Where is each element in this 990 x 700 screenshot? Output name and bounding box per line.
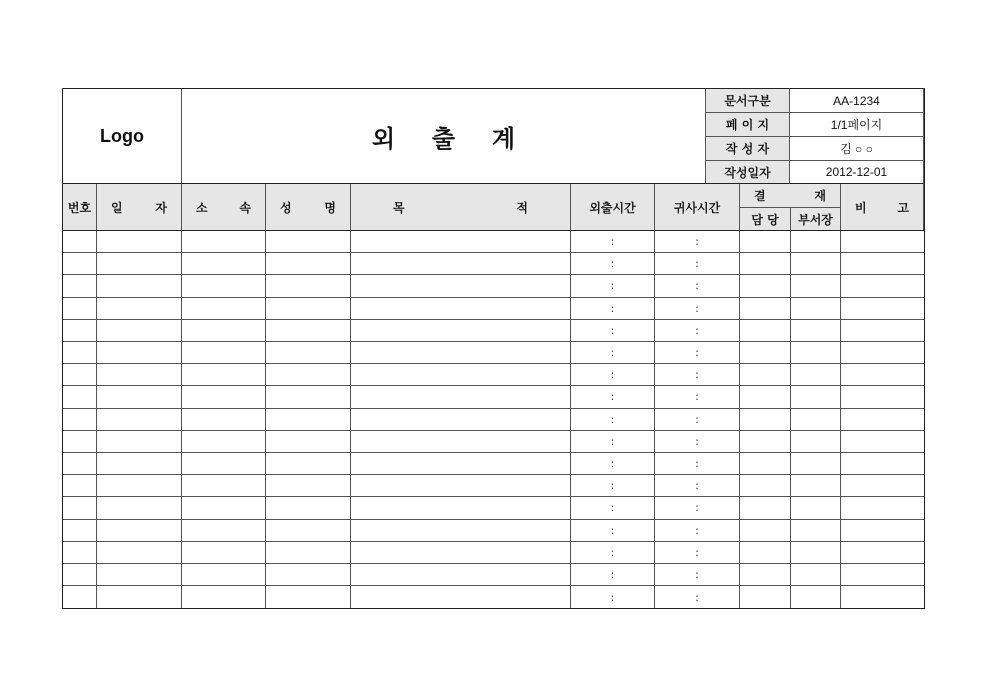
- cell-manager[interactable]: [791, 520, 841, 542]
- cell-purpose[interactable]: [351, 475, 571, 497]
- time-separator: :: [610, 301, 615, 315]
- cell-affiliation[interactable]: [182, 275, 266, 297]
- cell-purpose[interactable]: [351, 453, 571, 475]
- cell-date[interactable]: [97, 542, 182, 564]
- cell-return-time[interactable]: [655, 520, 740, 542]
- cell-name[interactable]: [266, 453, 351, 475]
- header-approval: 결 재: [740, 184, 841, 208]
- cell-charge[interactable]: [740, 475, 791, 497]
- cell-charge[interactable]: [740, 586, 791, 608]
- cell-return-time[interactable]: [655, 231, 740, 253]
- time-separator: :: [610, 501, 615, 515]
- time-separator: :: [695, 390, 699, 404]
- cell-remarks[interactable]: [841, 431, 924, 453]
- time-separator: :: [610, 457, 615, 471]
- header-charge: 담 당: [740, 208, 791, 231]
- cell-charge[interactable]: [740, 275, 791, 297]
- header-remarks: 비 고: [841, 184, 924, 231]
- cell-name[interactable]: [266, 497, 351, 519]
- cell-name[interactable]: [266, 298, 351, 320]
- cell-remarks[interactable]: [841, 542, 924, 564]
- cell-out-time[interactable]: [571, 342, 655, 364]
- cell-no[interactable]: [63, 364, 97, 386]
- cell-affiliation[interactable]: [182, 409, 266, 431]
- cell-name[interactable]: [266, 253, 351, 275]
- meta-value-date: 2012-12-01: [790, 161, 924, 184]
- cell-name[interactable]: [266, 364, 351, 386]
- cell-no[interactable]: [63, 253, 97, 275]
- time-separator: :: [695, 323, 699, 337]
- cell-no[interactable]: [63, 320, 97, 342]
- cell-charge[interactable]: [740, 453, 791, 475]
- cell-out-time[interactable]: [571, 253, 655, 275]
- meta-label-doc-type: 문서구분: [706, 89, 790, 113]
- cell-no[interactable]: [63, 386, 97, 408]
- cell-date[interactable]: [97, 586, 182, 608]
- cell-affiliation[interactable]: [182, 453, 266, 475]
- cell-no[interactable]: [63, 342, 97, 364]
- time-separator: :: [610, 568, 615, 582]
- cell-out-time[interactable]: [571, 409, 655, 431]
- cell-return-time[interactable]: [655, 542, 740, 564]
- header-no: 번호: [63, 184, 97, 231]
- cell-no[interactable]: [63, 431, 97, 453]
- cell-no[interactable]: [63, 409, 97, 431]
- cell-affiliation[interactable]: [182, 342, 266, 364]
- cell-name[interactable]: [266, 586, 351, 608]
- cell-no[interactable]: [63, 520, 97, 542]
- cell-purpose[interactable]: [351, 253, 571, 275]
- time-separator: :: [610, 346, 615, 360]
- cell-remarks[interactable]: [841, 453, 924, 475]
- time-separator: :: [695, 501, 699, 515]
- cell-no[interactable]: [63, 542, 97, 564]
- cell-return-time[interactable]: [655, 497, 740, 519]
- cell-purpose[interactable]: [351, 364, 571, 386]
- cell-date[interactable]: [97, 475, 182, 497]
- header-divider: [63, 183, 924, 184]
- cell-date[interactable]: [97, 275, 182, 297]
- time-separator: :: [695, 479, 699, 493]
- time-separator: :: [610, 257, 615, 271]
- cell-date[interactable]: [97, 364, 182, 386]
- outing-report-form: [62, 88, 925, 609]
- time-separator: :: [610, 523, 615, 537]
- cell-manager[interactable]: [791, 320, 841, 342]
- cell-purpose[interactable]: [351, 586, 571, 608]
- cell-purpose[interactable]: [351, 342, 571, 364]
- cell-affiliation[interactable]: [182, 586, 266, 608]
- cell-return-time[interactable]: [655, 253, 740, 275]
- time-separator: :: [610, 479, 615, 493]
- cell-purpose[interactable]: [351, 542, 571, 564]
- cell-manager[interactable]: [791, 497, 841, 519]
- cell-manager[interactable]: [791, 253, 841, 275]
- cell-name[interactable]: [266, 564, 351, 586]
- cell-remarks[interactable]: [841, 564, 924, 586]
- cell-no[interactable]: [63, 298, 97, 320]
- cell-date[interactable]: [97, 298, 182, 320]
- cell-affiliation[interactable]: [182, 253, 266, 275]
- cell-date[interactable]: [97, 453, 182, 475]
- cell-purpose[interactable]: [351, 298, 571, 320]
- time-separator: :: [610, 590, 615, 604]
- cell-return-time[interactable]: [655, 409, 740, 431]
- cell-charge[interactable]: [740, 431, 791, 453]
- cell-name[interactable]: [266, 409, 351, 431]
- cell-manager[interactable]: [791, 298, 841, 320]
- cell-remarks[interactable]: [841, 298, 924, 320]
- cell-remarks[interactable]: [841, 520, 924, 542]
- time-separator: :: [695, 590, 699, 604]
- time-separator: :: [695, 346, 699, 360]
- time-separator: :: [695, 545, 699, 559]
- cell-date[interactable]: [97, 409, 182, 431]
- cell-charge[interactable]: [740, 386, 791, 408]
- cell-charge[interactable]: [740, 298, 791, 320]
- cell-affiliation[interactable]: [182, 386, 266, 408]
- cell-affiliation[interactable]: [182, 475, 266, 497]
- cell-no[interactable]: [63, 231, 97, 253]
- cell-charge[interactable]: [740, 364, 791, 386]
- cell-charge[interactable]: [740, 520, 791, 542]
- cell-name[interactable]: [266, 431, 351, 453]
- cell-manager[interactable]: [791, 564, 841, 586]
- cell-out-time[interactable]: [571, 386, 655, 408]
- cell-return-time[interactable]: [655, 431, 740, 453]
- cell-purpose[interactable]: [351, 386, 571, 408]
- cell-no[interactable]: [63, 497, 97, 519]
- header-purpose: 목 적: [351, 184, 571, 231]
- cell-charge[interactable]: [740, 564, 791, 586]
- cell-date[interactable]: [97, 320, 182, 342]
- cell-remarks[interactable]: [841, 364, 924, 386]
- cell-name[interactable]: [266, 275, 351, 297]
- cell-charge[interactable]: [740, 342, 791, 364]
- cell-affiliation[interactable]: [182, 364, 266, 386]
- time-separator: :: [695, 457, 699, 471]
- time-separator: :: [610, 323, 615, 337]
- cell-remarks[interactable]: [841, 342, 924, 364]
- cell-out-time[interactable]: [571, 298, 655, 320]
- cell-affiliation[interactable]: [182, 564, 266, 586]
- cell-return-time[interactable]: [655, 586, 740, 608]
- cell-date[interactable]: [97, 253, 182, 275]
- cell-date[interactable]: [97, 520, 182, 542]
- cell-manager[interactable]: [791, 364, 841, 386]
- cell-out-time[interactable]: [571, 453, 655, 475]
- time-separator: :: [695, 434, 699, 448]
- cell-date[interactable]: [97, 342, 182, 364]
- cell-remarks[interactable]: [841, 497, 924, 519]
- cell-date[interactable]: [97, 564, 182, 586]
- cell-date[interactable]: [97, 386, 182, 408]
- cell-return-time[interactable]: [655, 453, 740, 475]
- header-date: 일 자: [97, 184, 182, 231]
- header-return-time: 귀사시간: [655, 184, 740, 231]
- cell-purpose[interactable]: [351, 275, 571, 297]
- cell-affiliation[interactable]: [182, 231, 266, 253]
- cell-manager[interactable]: [791, 431, 841, 453]
- cell-no[interactable]: [63, 475, 97, 497]
- header-affiliation: 소 속: [182, 184, 266, 231]
- cell-remarks[interactable]: [841, 275, 924, 297]
- time-separator: :: [610, 390, 615, 404]
- meta-label-author: 작 성 자: [706, 137, 790, 161]
- time-separator: :: [610, 412, 615, 426]
- cell-out-time[interactable]: [571, 520, 655, 542]
- cell-affiliation[interactable]: [182, 497, 266, 519]
- time-separator: :: [610, 235, 615, 249]
- header-out-time: 외출시간: [571, 184, 655, 231]
- cell-manager[interactable]: [791, 275, 841, 297]
- cell-affiliation[interactable]: [182, 298, 266, 320]
- cell-return-time[interactable]: [655, 386, 740, 408]
- cell-name[interactable]: [266, 342, 351, 364]
- meta-value-page: 1/1페이지: [790, 113, 924, 137]
- title-char-2: 출: [431, 124, 456, 153]
- cell-remarks[interactable]: [841, 475, 924, 497]
- cell-return-time[interactable]: [655, 564, 740, 586]
- cell-return-time[interactable]: [655, 475, 740, 497]
- cell-remarks[interactable]: [841, 231, 924, 253]
- cell-date[interactable]: [97, 431, 182, 453]
- cell-date[interactable]: [97, 231, 182, 253]
- cell-no[interactable]: [63, 564, 97, 586]
- time-separator: :: [610, 368, 615, 382]
- cell-manager[interactable]: [791, 342, 841, 364]
- document-title: [182, 89, 706, 184]
- cell-out-time[interactable]: [571, 475, 655, 497]
- title-char-1: 외: [371, 124, 396, 153]
- cell-no[interactable]: [63, 453, 97, 475]
- cell-name[interactable]: [266, 475, 351, 497]
- cell-date[interactable]: [97, 497, 182, 519]
- cell-out-time[interactable]: [571, 542, 655, 564]
- cell-remarks[interactable]: [841, 586, 924, 608]
- cell-manager[interactable]: [791, 409, 841, 431]
- time-separator: :: [695, 412, 699, 426]
- cell-manager[interactable]: [791, 542, 841, 564]
- cell-out-time[interactable]: [571, 231, 655, 253]
- cell-charge[interactable]: [740, 409, 791, 431]
- cell-no[interactable]: [63, 586, 97, 608]
- cell-return-time[interactable]: [655, 298, 740, 320]
- cell-name[interactable]: [266, 231, 351, 253]
- cell-remarks[interactable]: [841, 409, 924, 431]
- time-separator: :: [695, 568, 699, 582]
- cell-purpose[interactable]: [351, 431, 571, 453]
- meta-label-page: 페 이 지: [706, 113, 790, 137]
- cell-purpose[interactable]: [351, 564, 571, 586]
- cell-out-time[interactable]: [571, 497, 655, 519]
- cell-purpose[interactable]: [351, 231, 571, 253]
- cell-name[interactable]: [266, 320, 351, 342]
- cell-charge[interactable]: [740, 253, 791, 275]
- cell-purpose[interactable]: [351, 320, 571, 342]
- cell-remarks[interactable]: [841, 320, 924, 342]
- cell-out-time[interactable]: [571, 320, 655, 342]
- cell-manager[interactable]: [791, 453, 841, 475]
- cell-return-time[interactable]: [655, 275, 740, 297]
- cell-affiliation[interactable]: [182, 431, 266, 453]
- title-char-3: 계: [491, 124, 516, 153]
- cell-charge[interactable]: [740, 320, 791, 342]
- cell-affiliation[interactable]: [182, 542, 266, 564]
- meta-value-doc-type: AA-1234: [790, 89, 924, 113]
- cell-affiliation[interactable]: [182, 320, 266, 342]
- cell-remarks[interactable]: [841, 253, 924, 275]
- cell-out-time[interactable]: [571, 364, 655, 386]
- cell-out-time[interactable]: [571, 586, 655, 608]
- cell-affiliation[interactable]: [182, 520, 266, 542]
- cell-remarks[interactable]: [841, 386, 924, 408]
- time-separator: :: [695, 279, 699, 293]
- cell-name[interactable]: [266, 386, 351, 408]
- cell-charge[interactable]: [740, 497, 791, 519]
- cell-out-time[interactable]: [571, 564, 655, 586]
- time-separator: :: [695, 257, 699, 271]
- cell-purpose[interactable]: [351, 497, 571, 519]
- cell-name[interactable]: [266, 542, 351, 564]
- cell-purpose[interactable]: [351, 409, 571, 431]
- cell-out-time[interactable]: [571, 275, 655, 297]
- cell-out-time[interactable]: [571, 431, 655, 453]
- cell-manager[interactable]: [791, 386, 841, 408]
- cell-manager[interactable]: [791, 586, 841, 608]
- cell-return-time[interactable]: [655, 342, 740, 364]
- time-separator: :: [695, 523, 699, 537]
- meta-value-author: 김 ○ ○: [790, 137, 924, 161]
- time-separator: :: [695, 235, 699, 249]
- cell-charge[interactable]: [740, 231, 791, 253]
- time-separator: :: [610, 279, 615, 293]
- cell-no[interactable]: [63, 275, 97, 297]
- cell-manager[interactable]: [791, 475, 841, 497]
- cell-manager[interactable]: [791, 231, 841, 253]
- cell-charge[interactable]: [740, 542, 791, 564]
- cell-name[interactable]: [266, 520, 351, 542]
- cell-purpose[interactable]: [351, 520, 571, 542]
- time-separator: :: [610, 434, 615, 448]
- time-separator: :: [695, 301, 699, 315]
- logo: Logo: [63, 89, 182, 184]
- header-manager: 부서장: [791, 208, 841, 231]
- time-separator: :: [695, 368, 699, 382]
- cell-return-time[interactable]: [655, 320, 740, 342]
- header-name: 성 명: [266, 184, 351, 231]
- meta-label-date: 작성일자: [706, 161, 790, 184]
- cell-return-time[interactable]: [655, 364, 740, 386]
- time-separator: :: [610, 545, 615, 559]
